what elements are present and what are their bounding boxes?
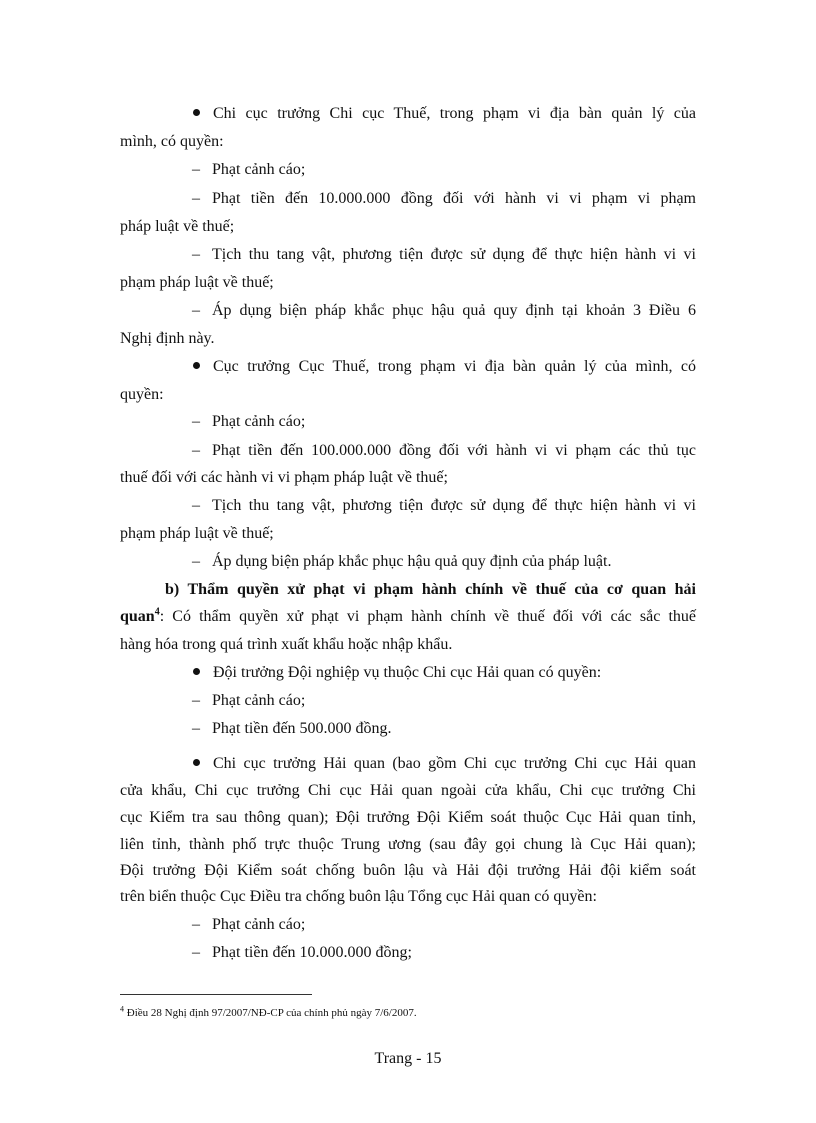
text-line: quan$^4$: Có thẩm quyền xử phạt vi phạm hành chính về thuế đối với các sắc thuế (120, 606, 696, 625)
text-line: phạm pháp luật về thuế; (120, 525, 274, 542)
text-line: mình, có quyền: (120, 133, 224, 150)
footnote-number: 4 (120, 1004, 124, 1014)
dash-item: – Tịch thu tang vật, phương tiện được sử dụng để thực hiện hành vi vi (192, 246, 696, 263)
dash-item: – Phạt tiền đến 10.000.000 đồng đối với hành vi vi phạm vi phạm (192, 190, 696, 207)
text-line: quyền: (120, 386, 164, 403)
text-line: thuế đối với các hành vi vi phạm pháp luật về thuế; (120, 469, 448, 486)
dash-item: – Áp dụng biện pháp khắc phục hậu quả quy định của pháp luật. (192, 553, 612, 570)
text-line: hàng hóa trong quá trình xuất khẩu hoặc nhập khẩu. (120, 636, 453, 653)
text-line: Đội trưởng Đội Kiểm soát chống buôn lậu và Hải đội trưởng Hải đội kiểm soát (120, 862, 696, 879)
bullet-icon (193, 759, 200, 766)
text-line: Chi cục trưởng Chi cục Thuế, trong phạm vi địa bàn quản lý của (213, 105, 696, 122)
text-line: Chi cục trưởng Hải quan (bao gồm Chi cục trưởng Chi cục Hải quan (213, 755, 696, 772)
dash-item: – Phạt cảnh cáo; (192, 916, 306, 933)
dash-item: – Phạt tiền đến 500.000 đồng. (192, 720, 392, 737)
bullet-icon (193, 668, 200, 675)
text-line: cửa khẩu, Chi cục trưởng Chi cục Hải quan ngoài cửa khẩu, Chi cục trưởng Chi (120, 782, 696, 799)
dash-item: – Tịch thu tang vật, phương tiện được sử dụng để thực hiện hành vi vi (192, 497, 696, 514)
bullet-icon (193, 362, 200, 369)
footnote-ref: 4 (154, 606, 160, 618)
dash-item: – Phạt tiền đến 10.000.000 đồng; (192, 944, 412, 961)
bullet-paragraph (193, 355, 696, 379)
text-line: Cục trưởng Cục Thuế, trong phạm vi địa bàn quản lý của mình, có (213, 358, 696, 375)
dash-item: – Phạt cảnh cáo; (192, 413, 306, 430)
footnote (120, 1006, 417, 1020)
dash-item: – Phạt cảnh cáo; (192, 692, 306, 709)
footnote-text: Điều 28 Nghị định 97/2007/NĐ-CP của chính phủ ngày 7/6/2007. (126, 1007, 417, 1019)
footnote-separator (120, 994, 312, 995)
dash-item: – Phạt cảnh cáo; (192, 161, 306, 178)
text-line: trên biển thuộc Cục Điều tra chống buôn lậu Tổng cục Hải quan có quyền: (120, 888, 597, 905)
page-number: Trang - 15 (374, 1050, 442, 1067)
text-line: Nghị định này. (120, 330, 215, 347)
text-line: cục Kiểm tra sau thông quan); Đội trưởng Đội Kiểm soát thuộc Cục Hải quan tỉnh, (120, 809, 696, 826)
dash-item: – Áp dụng biện pháp khắc phục hậu quả quy định tại khoản 3 Điều 6 (192, 302, 696, 319)
bullet-paragraph (193, 661, 696, 685)
text-line: pháp luật về thuế; (120, 218, 235, 235)
text-line: liên tỉnh, thành phố trực thuộc Trung ương (sau đây gọi chung là Cục Hải quan); (120, 836, 696, 853)
bullet-paragraph (193, 752, 696, 776)
section-heading: b) Thẩm quyền xử phạt vi phạm hành chính về thuế của cơ quan hải (165, 581, 696, 598)
dash-item: – Phạt tiền đến 100.000.000 đồng đối với hành vi vi phạm các thủ tục (192, 442, 696, 459)
text-line: phạm pháp luật về thuế; (120, 274, 274, 291)
text-line: Đội trưởng Đội nghiệp vụ thuộc Chi cục Hải quan có quyền: (213, 664, 602, 681)
bullet-icon (193, 109, 200, 116)
bullet-paragraph (193, 102, 696, 126)
